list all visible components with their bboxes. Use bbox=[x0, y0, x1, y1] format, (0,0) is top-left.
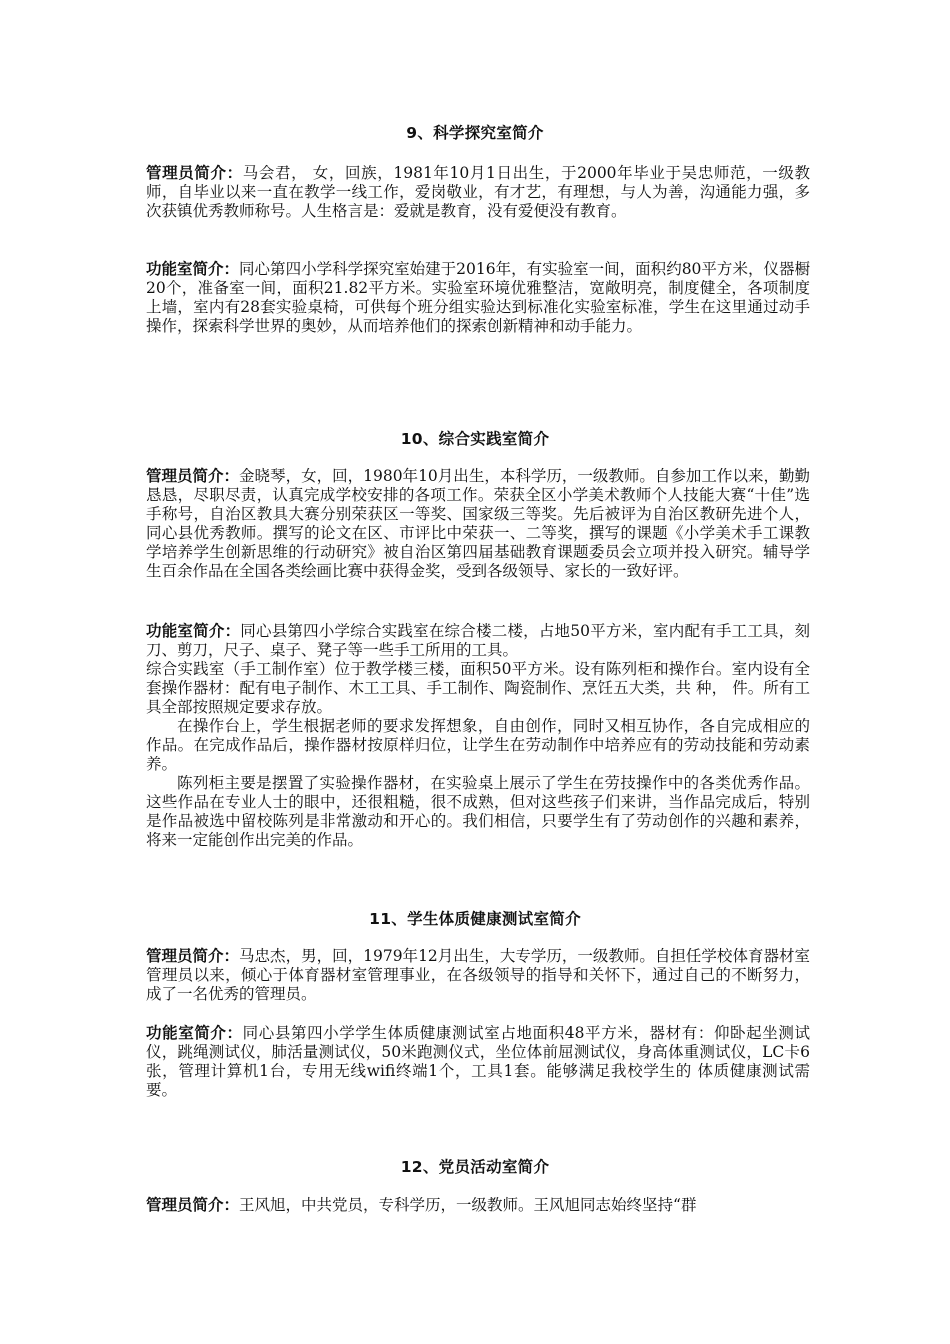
room-text: 同心第四小学科学探究室始建于2016年，有实验室一间，面积约80平方米，仪器橱20个，准备室一间，面积21.82平方米。实验室环境优雅整洁，宽敞明亮，制度健全，各项制度上墙，室内有28套实验桌椅，可供每个班分组实验达到标准化实验室标准，学生在这里通过动手操作，探索科学世界的奥妙，从而培养他们的探索创新精神和动手能力。 bbox=[146, 260, 810, 335]
section-12-title: 12、党员活动室简介 bbox=[400, 1158, 550, 1176]
section-10-room-paragraph bbox=[146, 622, 810, 660]
admin-label: 管理员简介： bbox=[146, 164, 243, 182]
section-9-room-paragraph bbox=[146, 260, 810, 336]
section-10-extra-1: 综合实践室（手工制作室）位于教学楼三楼，面积50平方米。设有陈列柜和操作台。室内设有全套操作器材：配有电子制作、木工工具、手工制作、陶瓷制作、烹饪五大类，共 种， 件。所有工具全部按照规定要求存放。 bbox=[146, 660, 810, 716]
room-label: 功能室简介： bbox=[146, 260, 240, 278]
admin-text: 马忠杰，男，回，1979年12月出生，大专学历，一级教师。自担任学校体育器材室管理员以来，倾心于体育器材室管理事业，在各级领导的指导和关怀下，通过自己的不断努力，成了一名优秀的管理员。 bbox=[146, 947, 810, 1003]
section-9-title: 9、科学探究室简介 bbox=[406, 124, 544, 142]
room-label: 功能室简介： bbox=[146, 1024, 243, 1042]
room-label: 功能室简介： bbox=[146, 622, 241, 640]
admin-text: 王风旭，中共党员，专科学历，一级教师。王风旭同志始终坚持“群 bbox=[239, 1196, 697, 1214]
section-10-title: 10、综合实践室简介 bbox=[400, 430, 550, 448]
section-11-room-paragraph bbox=[146, 1024, 810, 1100]
admin-label: 管理员简介： bbox=[146, 947, 240, 965]
section-11-title: 11、学生体质健康测试室简介 bbox=[369, 910, 581, 928]
admin-text: 马会君， 女，回族，1981年10月1日出生，于2000年毕业于吴忠师范，一级教师，自毕业以来一直在教学一线工作，爱岗敬业，有才艺，有理想，与人为善，沟通能力强，多次获镇优秀教师称号。人生格言是：爱就是教育，没有爱便没有教育。 bbox=[146, 164, 810, 220]
room-text: 同心县第四小学学生体质健康测试室占地面积48平方米，器材有：仰卧起坐测试仪，跳绳测试仪，肺活量测试仪，50米跑测仪式，坐位体前屈测试仪，身高体重测试仪，LC卡6张，管理计算机1台，专用无线wifi终端1个，工具1套。能够满足我校学生的 体质健康测试需要。 bbox=[146, 1024, 810, 1099]
section-10-extra-3: 陈列柜主要是摆置了实验操作器材，在实验桌上展示了学生在劳技操作中的各类优秀作品。这些作品在专业人士的眼中，还很粗糙，很不成熟，但对这些孩子们来讲，当作品完成后，特别是作品被选中留校陈列是非常激动和开心的。我们相信，只要学生有了劳动创作的兴趣和素养，将来一定能创作出完美的作品。 bbox=[146, 774, 810, 849]
admin-label: 管理员简介： bbox=[146, 1196, 240, 1214]
admin-label: 管理员简介： bbox=[146, 467, 240, 485]
room-text: 同心县第四小学综合实践室在综合楼二楼，占地50平方米，室内配有手工工具，刻刀、剪刀，尺子、桌子、凳子等一些手工所用的工具。 bbox=[146, 622, 810, 659]
admin-text: 金晓琴，女，回，1980年10月出生，本科学历，一级教师。自参加工作以来，勤勤恳恳，尽职尽责，认真完成学校安排的各项工作。荣获全区小学美术教师个人技能大赛“十佳”选手称号，自治区教具大赛分别荣获区一等奖、国家级三等奖。先后被评为自治区教研先进个人，同心县优秀教师。撰写的论文在区、市评比中荣获一、二等奖，撰写的课题《小学美术手工课教学培养学生创新思维的行动研究》被自治区第四届基础教育课题委员会立项并投入研究。辅导学生百余作品在全国各类绘画比赛中获得金奖，受到各级领导、家长的一致好评。 bbox=[146, 467, 810, 580]
section-11-admin-paragraph bbox=[146, 947, 810, 1004]
section-10-admin-paragraph bbox=[146, 467, 810, 581]
section-10-extra-2: 在操作台上，学生根据老师的要求发挥想象，自由创作，同时又相互协作，各自完成相应的作品。在完成作品后，操作器材按原样归位，让学生在劳动制作中培养应有的劳动技能和劳动素养。 bbox=[146, 717, 810, 773]
section-12-admin-paragraph bbox=[146, 1196, 810, 1215]
section-9-admin-paragraph bbox=[146, 164, 810, 221]
